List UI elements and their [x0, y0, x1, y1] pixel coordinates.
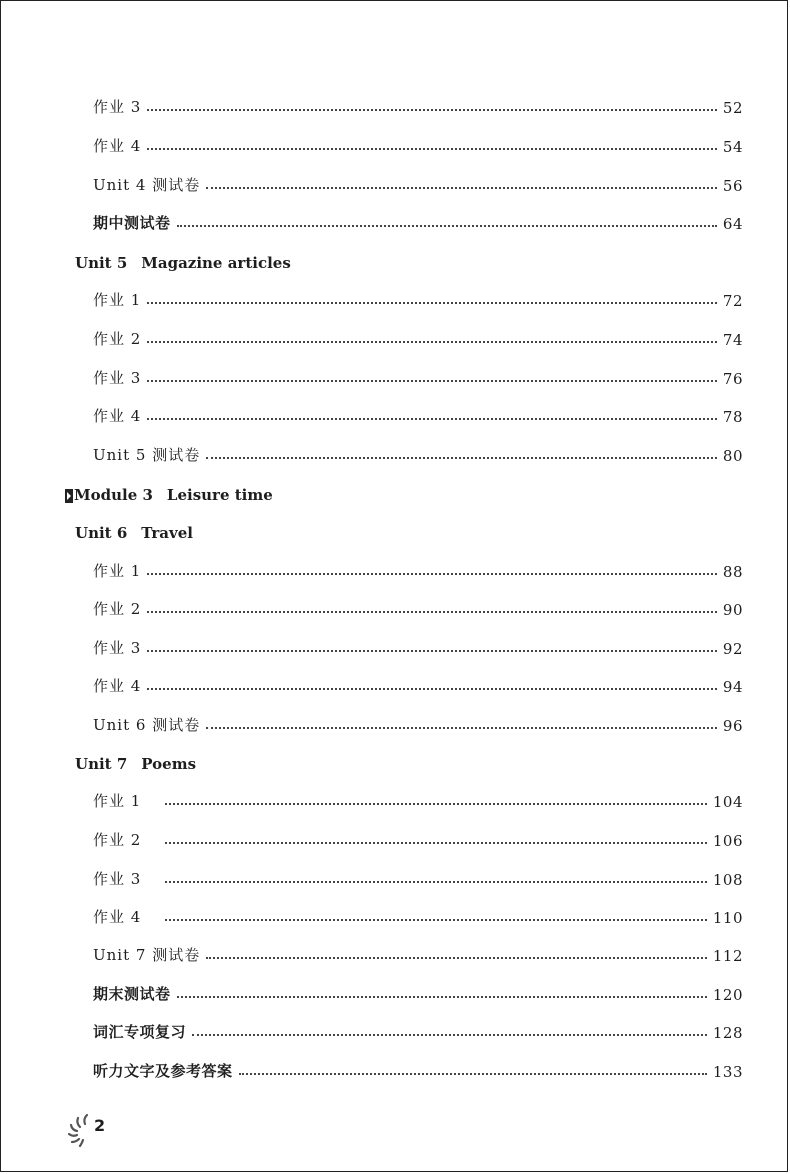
- toc-entry[interactable]: [93, 93, 743, 117]
- entry-page-number: 110: [712, 909, 743, 927]
- entry-label: Unit 6 测试卷: [93, 716, 201, 734]
- entry-label: 期末测试卷: [93, 985, 171, 1003]
- toc-entry[interactable]: [93, 1018, 743, 1042]
- module-number: Module 3: [74, 486, 153, 504]
- entry-label: Unit 7 测试卷: [93, 946, 201, 964]
- entry-page-number: 108: [712, 871, 743, 889]
- dot-leader: [206, 957, 707, 959]
- module-title: Leisure time: [166, 486, 273, 504]
- entry-label: 作业 4: [93, 908, 142, 926]
- entry-page-number: 90: [722, 601, 743, 619]
- unit-number: Unit 5: [75, 254, 128, 272]
- entry-label: 作业 1: [93, 562, 142, 580]
- dot-leader: [177, 225, 717, 227]
- footer-sunburst-icon: [61, 1109, 121, 1149]
- dot-leader: [147, 380, 717, 382]
- entry-label: 作业 2: [93, 600, 142, 618]
- entry-page-number: 112: [712, 947, 743, 965]
- unit-number: Unit 7: [75, 755, 128, 773]
- entry-page-number: 56: [722, 177, 743, 195]
- dot-leader: [147, 688, 717, 690]
- entry-page-number: 128: [712, 1024, 743, 1042]
- entry-label: 期中测试卷: [93, 214, 171, 232]
- dot-leader: [165, 803, 707, 805]
- dot-leader: [206, 457, 717, 459]
- dot-leader: [147, 148, 717, 150]
- toc-entry[interactable]: [93, 865, 743, 889]
- page-number: 2: [94, 1116, 106, 1135]
- entry-page-number: 80: [722, 447, 743, 465]
- entry-label: 词汇专项复习: [93, 1023, 187, 1041]
- entry-page-number: 54: [722, 138, 743, 156]
- entry-page-number: 120: [712, 986, 743, 1004]
- dot-leader: [147, 341, 717, 343]
- toc-entry[interactable]: [93, 941, 743, 965]
- entry-page-number: 92: [722, 640, 743, 658]
- toc-entry[interactable]: [93, 672, 743, 696]
- entry-label: 作业 4: [93, 407, 142, 425]
- dot-leader: [147, 418, 717, 420]
- toc-entry[interactable]: [93, 402, 743, 426]
- toc-entry[interactable]: [93, 634, 743, 658]
- entry-page-number: 74: [722, 331, 743, 349]
- unit-title: Magazine articles: [141, 254, 291, 272]
- toc-entry[interactable]: [93, 325, 743, 349]
- toc-entry[interactable]: [93, 132, 743, 156]
- toc-entry[interactable]: [93, 286, 743, 310]
- dot-leader: [147, 109, 717, 111]
- module-heading[interactable]: [65, 480, 273, 504]
- dot-leader: [165, 842, 707, 844]
- entry-label: 作业 3: [93, 98, 142, 116]
- unit-heading[interactable]: [75, 518, 193, 542]
- entry-label: 作业 3: [93, 870, 142, 888]
- entry-page-number: 104: [712, 793, 743, 811]
- unit-heading[interactable]: [75, 749, 196, 773]
- entry-page-number: 72: [722, 292, 743, 310]
- toc-entry[interactable]: [93, 980, 743, 1004]
- toc-entry[interactable]: [93, 711, 743, 735]
- toc-entry[interactable]: [93, 787, 743, 811]
- entry-label: Unit 5 测试卷: [93, 446, 201, 464]
- toc-entry[interactable]: [93, 826, 743, 850]
- toc-entry[interactable]: [93, 441, 743, 465]
- module-marker-icon: [65, 489, 73, 503]
- toc-entry[interactable]: [93, 171, 743, 195]
- dot-leader: [206, 727, 717, 729]
- unit-number: Unit 6: [75, 524, 128, 542]
- toc-entry[interactable]: [93, 364, 743, 388]
- entry-label: 作业 2: [93, 831, 142, 849]
- entry-page-number: 94: [722, 678, 743, 696]
- dot-leader: [147, 650, 717, 652]
- toc-entry[interactable]: [93, 209, 743, 233]
- entry-label: Unit 4 测试卷: [93, 176, 201, 194]
- dot-leader: [239, 1073, 707, 1075]
- dot-leader: [147, 611, 717, 613]
- dot-leader: [192, 1034, 707, 1036]
- entry-label: 作业 3: [93, 369, 142, 387]
- entry-page-number: 78: [722, 408, 743, 426]
- entry-page-number: 96: [722, 717, 743, 735]
- unit-heading[interactable]: [75, 248, 291, 272]
- dot-leader: [147, 573, 717, 575]
- entry-label: 作业 4: [93, 137, 142, 155]
- toc-entry[interactable]: [93, 595, 743, 619]
- entry-page-number: 64: [722, 215, 743, 233]
- entry-page-number: 88: [722, 563, 743, 581]
- unit-title: Poems: [141, 755, 197, 773]
- entry-label: 听力文字及参考答案: [93, 1062, 233, 1080]
- unit-title: Travel: [141, 524, 193, 542]
- entry-page-number: 76: [722, 370, 743, 388]
- dot-leader: [165, 881, 707, 883]
- toc-entry[interactable]: [93, 903, 743, 927]
- dot-leader: [165, 919, 707, 921]
- entry-label: 作业 3: [93, 639, 142, 657]
- toc-entry[interactable]: [93, 557, 743, 581]
- dot-leader: [177, 996, 707, 998]
- entry-label: 作业 1: [93, 792, 142, 810]
- entry-page-number: 106: [712, 832, 743, 850]
- dot-leader: [147, 302, 717, 304]
- entry-label: 作业 1: [93, 291, 142, 309]
- entry-page-number: 52: [722, 99, 743, 117]
- dot-leader: [206, 187, 717, 189]
- entry-page-number: 133: [712, 1063, 743, 1081]
- entry-label: 作业 4: [93, 677, 142, 695]
- toc-entry[interactable]: [93, 1057, 743, 1081]
- entry-label: 作业 2: [93, 330, 142, 348]
